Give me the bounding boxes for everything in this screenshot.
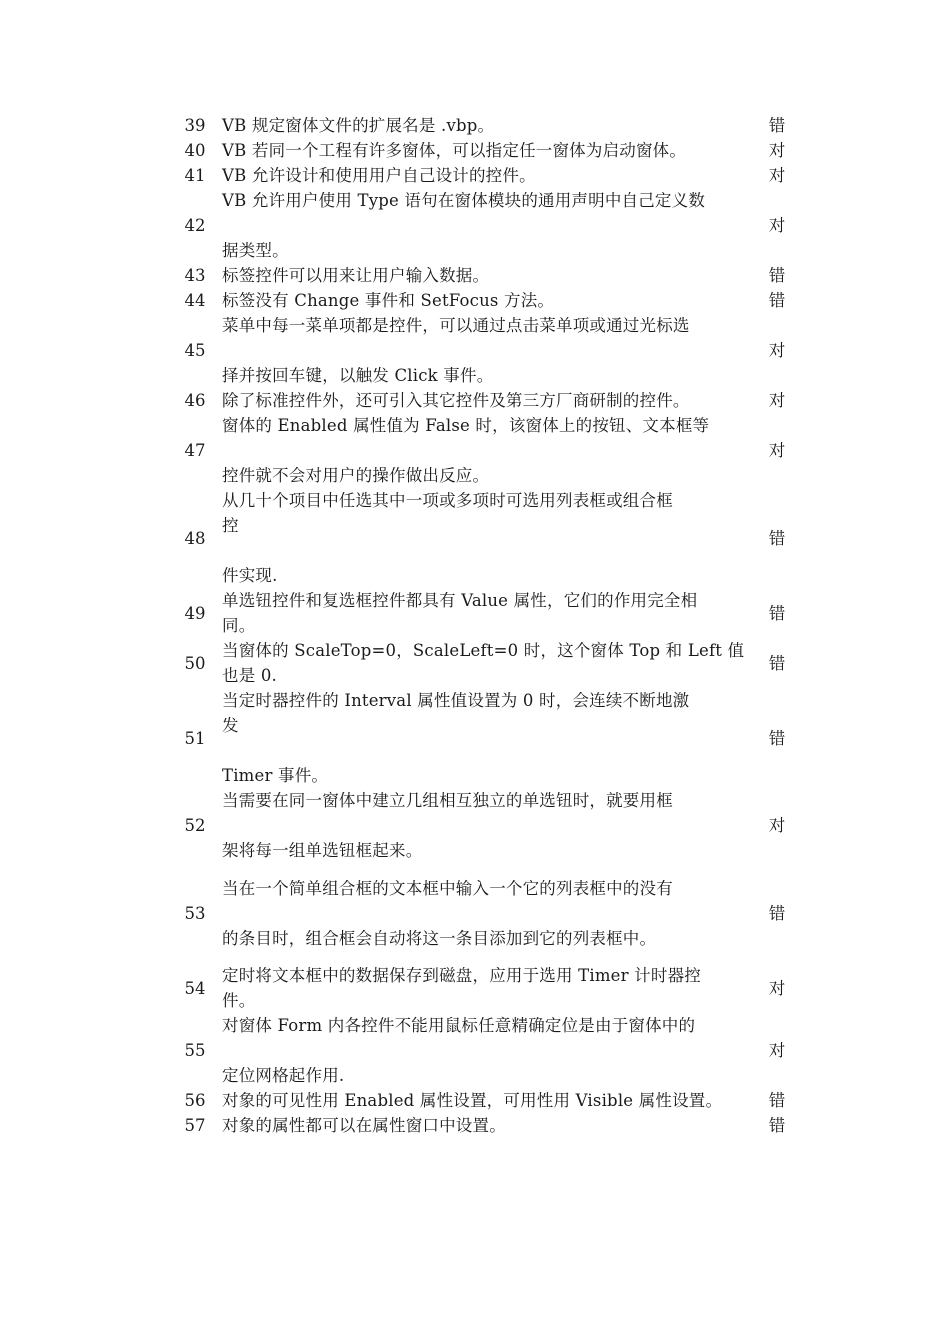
question-text: 对窗体 Form 内各控件不能用鼠标任意精确定位是由于窗体中的 定位网格起作用. (222, 1016, 696, 1085)
question-row (176, 1013, 800, 1088)
question-text: VB 允许设计和使用用户自己设计的控件。 (222, 166, 536, 185)
question-row (176, 788, 800, 863)
question-row (176, 588, 800, 638)
question-number: 52 (184, 816, 206, 835)
true-false-question-table (176, 113, 800, 1138)
question-number: 53 (184, 903, 206, 923)
question-number: 51 (184, 728, 206, 748)
question-text: VB 若同一个工程有许多窗体，可以指定任一窗体为启动窗体。 (222, 141, 687, 160)
question-answer: 错 (768, 528, 786, 548)
question-row (176, 113, 800, 138)
question-answer: 对 (768, 166, 786, 185)
question-answer: 对 (768, 441, 786, 460)
question-number: 50 (184, 653, 206, 673)
question-answer: 错 (768, 291, 786, 310)
question-row (176, 288, 800, 313)
question-row (176, 488, 800, 588)
question-row (176, 638, 800, 688)
question-row (176, 388, 800, 413)
question-row (176, 188, 800, 263)
question-number: 47 (184, 441, 206, 460)
question-row (176, 138, 800, 163)
question-answer: 错 (768, 653, 786, 673)
question-number: 44 (184, 291, 206, 310)
question-number: 42 (184, 216, 206, 235)
question-answer: 对 (768, 816, 786, 835)
question-text: 从几十个项目中任选其中一项或多项时可选用列表框或组合框 控 件实现. (222, 491, 673, 585)
question-number: 55 (184, 1041, 206, 1060)
question-answer: 错 (768, 603, 786, 623)
question-text: 标签没有 Change 事件和 SetFocus 方法。 (222, 291, 555, 310)
question-row (176, 688, 800, 788)
question-number: 39 (184, 116, 206, 135)
question-answer: 对 (768, 391, 786, 410)
question-row (176, 263, 800, 288)
question-answer: 对 (768, 341, 786, 360)
question-text: 定时将文本框中的数据保存到磁盘，应用于选用 Timer 计时器控 件。 (222, 966, 701, 1010)
question-row (176, 963, 800, 1013)
question-answer: 错 (768, 728, 786, 748)
question-number: 56 (184, 1091, 206, 1110)
question-number: 46 (184, 391, 206, 410)
question-text: 除了标准控件外，还可引入其它控件及第三方厂商研制的控件。 (222, 391, 690, 410)
question-number: 54 (184, 978, 206, 998)
question-row (176, 1088, 800, 1113)
question-text: 当需要在同一窗体中建立几组相互独立的单选钮时，就要用框 架将每一组单选钮框起来。 (222, 791, 673, 860)
question-text: 窗体的 Enabled 属性值为 False 时，该窗体上的按钮、文本框等 控件就不会对用户的操作做出反应。 (222, 416, 710, 485)
question-text: VB 允许用户使用 Type 语句在窗体模块的通用声明中自己定义数 据类型。 (222, 191, 706, 260)
question-row (176, 413, 800, 488)
question-number: 49 (184, 603, 206, 623)
question-number: 43 (184, 266, 206, 285)
question-number: 41 (184, 166, 206, 185)
question-answer: 错 (768, 266, 786, 285)
question-number: 48 (184, 528, 206, 548)
question-row (176, 1113, 800, 1138)
question-text: VB 规定窗体文件的扩展名是 .vbp。 (222, 116, 495, 135)
question-text: 对象的可见性用 Enabled 属性设置，可用性用 Visible 属性设置。 (222, 1091, 723, 1110)
question-answer: 对 (768, 216, 786, 235)
question-text: 当定时器控件的 Interval 属性值设置为 0 时，会连续不断地激 发 Timer 事件。 (222, 691, 690, 785)
question-text: 对象的属性都可以在属性窗口中设置。 (222, 1116, 506, 1135)
question-text: 标签控件可以用来让用户输入数据。 (222, 266, 490, 285)
question-text: 菜单中每一菜单项都是控件，可以通过点击菜单项或通过光标选 择并按回车键，以触发 Click 事件。 (222, 316, 690, 385)
question-answer: 对 (768, 141, 786, 160)
question-text: 单选钮控件和复选框控件都具有 Value 属性，它们的作用完全相 同。 (222, 591, 698, 635)
question-answer: 对 (768, 978, 786, 998)
question-row (176, 313, 800, 388)
question-answer: 错 (768, 903, 786, 923)
question-row (176, 163, 800, 188)
question-row (176, 863, 800, 963)
question-number: 57 (184, 1116, 206, 1135)
question-answer: 对 (768, 1041, 786, 1060)
question-answer: 错 (768, 1116, 786, 1135)
question-text: 当窗体的 ScaleTop=0，ScaleLeft=0 时，这个窗体 Top 和 Left 值 也是 0. (222, 641, 745, 685)
question-text: 当在一个简单组合框的文本框中输入一个它的列表框中的没有 的条目时，组合框会自动将这一条目添加到它的列表框中。 (222, 878, 673, 948)
question-answer: 错 (768, 1091, 786, 1110)
question-answer: 错 (768, 116, 786, 135)
question-number: 40 (184, 141, 206, 160)
question-number: 45 (184, 341, 206, 360)
